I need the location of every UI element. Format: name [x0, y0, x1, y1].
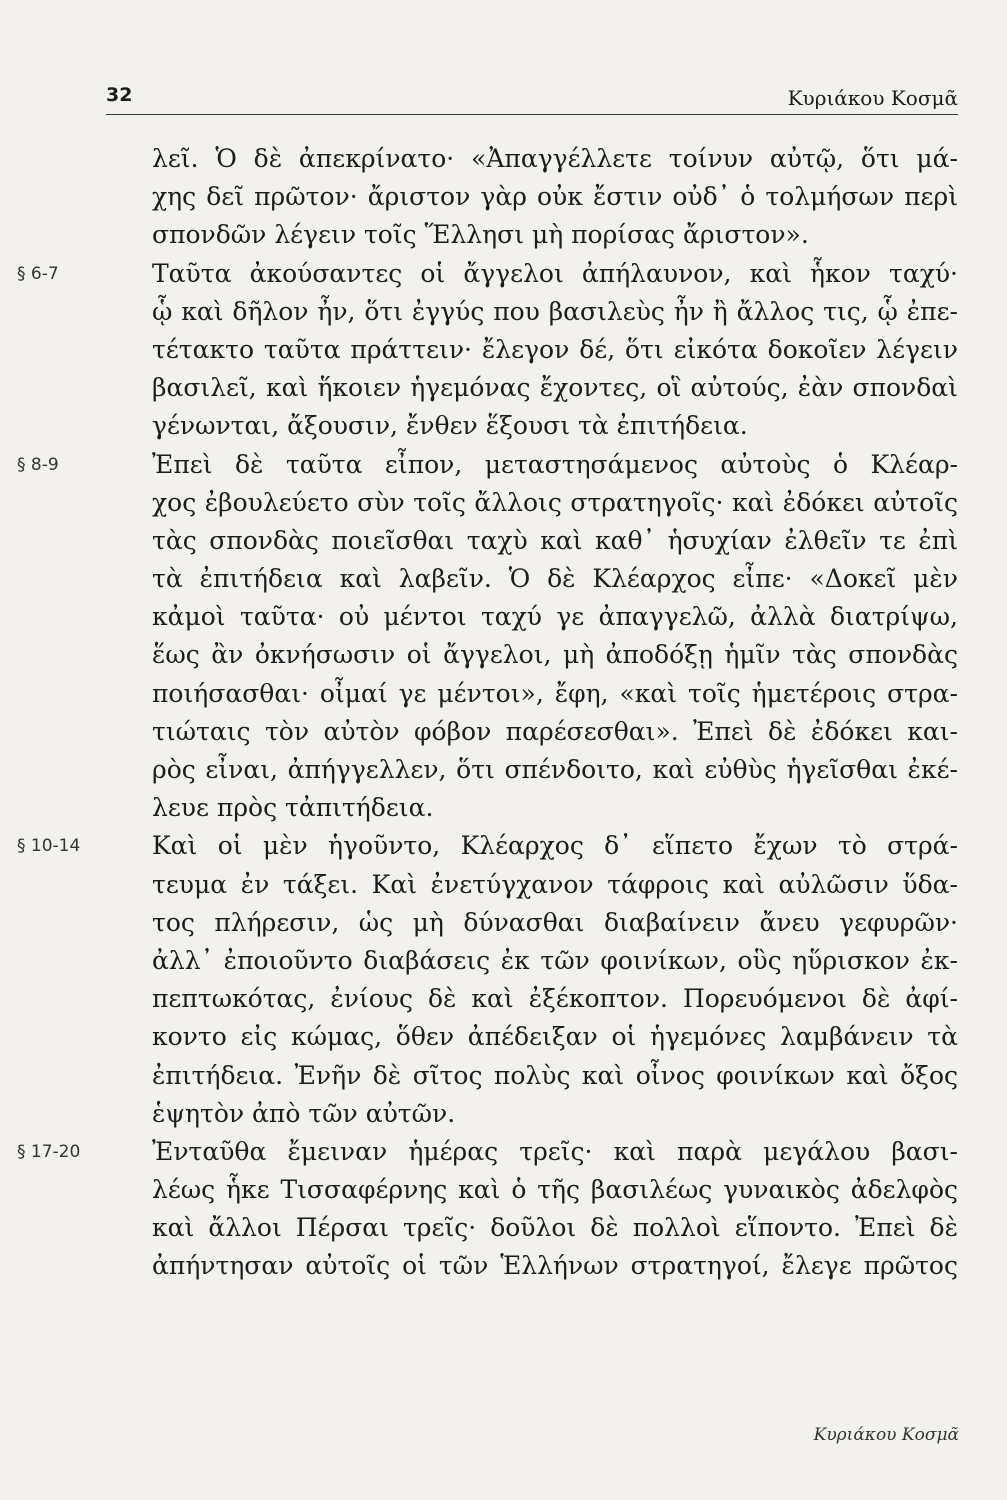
line-text: ᾧ καὶ δῆλον ἦν, ὅτι ἐγγύς που βασιλεὺς ἦν ἢ ἄλλος τις, ᾧ ἐπε- [152, 296, 958, 326]
line-text: σπονδῶν λέγειν τοῖς Ἕλλησι μὴ πορίσας ἄριστον». [152, 220, 809, 250]
body-text [17, 140, 958, 1286]
text-line [152, 866, 958, 904]
line-text: βασιλεῖ, καὶ ἥκοιεν ἡγεμόνας ἔχοντες, οἳ αὐτούς, ἐὰν σπονδαὶ [152, 373, 958, 403]
line-text: τὰς σπονδὰς ποιεῖσθαι ταχὺ καὶ καθ᾽ ἡσυχίαν ἐλθεῖν τε ἐπὶ [152, 525, 958, 555]
text-line [152, 1057, 958, 1095]
line-text: ἑψητὸν ἀπὸ τῶν αὐτῶν. [152, 1098, 456, 1128]
text-line [17, 255, 958, 293]
line-text: ἀλλ᾽ ἐποιοῦντο διαβάσεις ἐκ τῶν φοινίκων, οὓς ηὕρισκον ἐκ- [152, 945, 958, 975]
text-line [152, 1171, 958, 1209]
text-line [152, 484, 958, 522]
line-text: τιώταις τὸν αὐτὸν φόβον παρέσεσθαι». Ἐπεὶ δὲ ἐδόκει και- [152, 716, 958, 746]
section-marker: § 10-14 [17, 836, 81, 857]
line-text: Ταῦτα ἀκούσαντες οἱ ἄγγελοι ἀπήλαυνον, καὶ ἧκον ταχύ· [152, 258, 958, 288]
text-line [152, 636, 958, 674]
line-text: λεῖ. Ὁ δὲ ἀπεκρίνατο· «Ἀπαγγέλλετε τοίνυν αὐτῷ, ὅτι μά- [152, 144, 958, 173]
line-text: τέτακτο ταῦτα πράττειν· ἔλεγον δέ, ὅτι εἰκότα δοκοῖεν λέγειν [152, 334, 958, 364]
text-line [152, 1209, 958, 1247]
text-line [152, 560, 958, 598]
text-line [152, 140, 958, 178]
text-line [152, 293, 958, 331]
line-text: τος πλήρεσιν, ὡς μὴ δύνασθαι διαβαίνειν ἄνευ γεφυρῶν· [152, 907, 958, 937]
text-line [152, 789, 958, 827]
line-text: καὶ ἄλλοι Πέρσαι τρεῖς· δοῦλοι δὲ πολλοὶ εἵποντο. Ἐπεὶ δὲ [152, 1213, 958, 1243]
line-text: ποιήσασθαι· οἶμαί γε μέντοι», ἔφη, «καὶ τοῖς ἡμετέροις στρα- [152, 678, 958, 708]
text-line [152, 178, 958, 216]
text-line [152, 751, 958, 789]
text-line [152, 522, 958, 560]
text-line [152, 1247, 958, 1285]
signature: Κυριάκου Κοσμᾶ [813, 1425, 959, 1445]
line-text: λευε πρὸς τἀπιτήδεια. [152, 793, 434, 823]
text-line [152, 1095, 958, 1133]
line-text: ἀπήντησαν αὐτοῖς οἱ τῶν Ἑλλήνων στρατηγοί, ἔλεγε πρῶτος [152, 1251, 958, 1281]
line-text: τευμα ἐν τάξει. Καὶ ἐνετύγχανον τάφροις καὶ αὐλῶσιν ὕδα- [152, 869, 958, 899]
line-text: τὰ ἐπιτήδεια καὶ λαβεῖν. Ὁ δὲ Κλέαρχος εἶπε· «Δοκεῖ μὲν [152, 564, 958, 594]
section-marker: § 8-9 [17, 454, 59, 475]
line-text: ἕως ἂν ὀκνήσωσιν οἱ ἄγγελοι, μὴ ἀποδόξῃ ἡμῖν τὰς σπονδὰς [152, 640, 958, 670]
text-line [152, 942, 958, 980]
text-line [152, 216, 958, 254]
text-line [17, 1133, 958, 1171]
line-text: ἐπιτήδεια. Ἐνῆν δὲ σῖτος πολὺς καὶ οἶνος φοινίκων καὶ ὄξος [152, 1060, 958, 1090]
line-text: γένωνται, ἄξουσιν, ἔνθεν ἕξουσι τὰ ἐπιτήδεια. [152, 411, 748, 441]
line-text: Ἐπεὶ δὲ ταῦτα εἶπον, μεταστησάμενος αὐτοὺς ὁ Κλέαρ- [152, 449, 958, 479]
text-line [152, 407, 958, 445]
line-text: κἀμοὶ ταῦτα· οὐ μέντοι ταχύ γε ἀπαγγελῶ, ἀλλὰ διατρίψω, [152, 602, 958, 632]
page-header [106, 84, 958, 115]
text-line [17, 446, 958, 484]
line-text: ρὸς εἶναι, ἀπήγγελλεν, ὅτι σπένδοιτο, καὶ εὐθὺς ἡγεῖσθαι ἐκέ- [152, 755, 958, 784]
text-line [17, 827, 958, 865]
text-line [152, 598, 958, 636]
text-line [152, 980, 958, 1018]
line-text: Καὶ οἱ μὲν ἡγοῦντο, Κλέαρχος δ᾽ εἵπετο ἔχων τὸ στρά- [152, 831, 958, 861]
running-head: Κυριάκου Κοσμᾶ [787, 86, 958, 110]
page-number: 32 [106, 84, 133, 106]
text-line [152, 331, 958, 369]
line-text: πεπτωκότας, ἐνίους δὲ καὶ ἐξέκοπτον. Πορευόμενοι δὲ ἀφί- [152, 984, 958, 1014]
line-text: κοντο εἰς κώμας, ὅθεν ἀπέδειξαν οἱ ἡγεμόνες λαμβάνειν τὰ [152, 1022, 958, 1052]
text-line [152, 1018, 958, 1056]
line-text: Ἐνταῦθα ἔμειναν ἡμέρας τρεῖς· καὶ παρὰ μεγάλου βασι- [152, 1136, 958, 1166]
text-line [152, 369, 958, 407]
section-marker: § 6-7 [17, 263, 59, 284]
section-marker: § 17-20 [17, 1141, 81, 1162]
text-line [152, 675, 958, 713]
text-line [152, 713, 958, 751]
text-line [152, 904, 958, 942]
line-text: χης δεῖ πρῶτον· ἄριστον γὰρ οὐκ ἔστιν οὐδ᾽ ὁ τολμήσων περὶ [152, 182, 958, 212]
line-text: λέως ἧκε Τισσαφέρνης καὶ ὁ τῆς βασιλέως γυναικὸς ἀδελφὸς [152, 1175, 958, 1205]
line-text: χος ἐβουλεύετο σὺν τοῖς ἄλλοις στρατηγοῖς· καὶ ἐδόκει αὐτοῖς [152, 487, 958, 517]
